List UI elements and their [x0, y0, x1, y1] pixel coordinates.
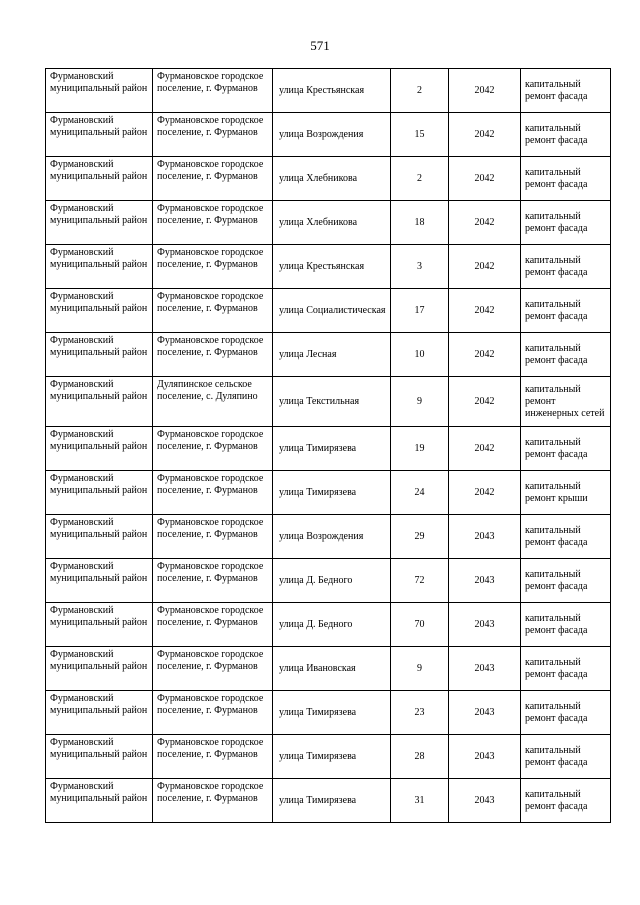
work-type-cell: капитальный ремонт фасада: [521, 113, 611, 157]
work-type-cell: капитальный ремонт фасада: [521, 515, 611, 559]
district-cell: Фурмановский муниципальный район: [46, 69, 153, 113]
year-cell: 2043: [449, 779, 521, 823]
house-number-cell: 19: [391, 427, 449, 471]
district-cell: Фурмановский муниципальный район: [46, 735, 153, 779]
house-number-cell: 31: [391, 779, 449, 823]
year-cell: 2042: [449, 245, 521, 289]
table-row: [46, 471, 611, 515]
district-cell: Фурмановский муниципальный район: [46, 559, 153, 603]
street-cell: улица Возрождения: [273, 113, 391, 157]
district-cell: Фурмановский муниципальный район: [46, 113, 153, 157]
settlement-cell: Фурмановское городское поселение, г. Фурманов: [153, 201, 273, 245]
house-number-cell: 70: [391, 603, 449, 647]
house-number-cell: 9: [391, 377, 449, 427]
work-type-cell: капитальный ремонт фасада: [521, 201, 611, 245]
settlement-cell: Фурмановское городское поселение, г. Фурманов: [153, 113, 273, 157]
year-cell: 2043: [449, 735, 521, 779]
table-row: [46, 289, 611, 333]
work-type-cell: капитальный ремонт фасада: [521, 333, 611, 377]
district-cell: Фурмановский муниципальный район: [46, 245, 153, 289]
district-cell: Фурмановский муниципальный район: [46, 471, 153, 515]
table-row: [46, 559, 611, 603]
work-type-cell: капитальный ремонт фасада: [521, 289, 611, 333]
settlement-cell: Фурмановское городское поселение, г. Фурманов: [153, 779, 273, 823]
settlement-cell: Фурмановское городское поселение, г. Фурманов: [153, 427, 273, 471]
work-type-cell: капитальный ремонт фасада: [521, 559, 611, 603]
table-row: [46, 735, 611, 779]
settlement-cell: Фурмановское городское поселение, г. Фурманов: [153, 69, 273, 113]
table-row: [46, 245, 611, 289]
table-row: [46, 515, 611, 559]
table-row: [46, 157, 611, 201]
street-cell: улица Текстильная: [273, 377, 391, 427]
year-cell: 2042: [449, 157, 521, 201]
settlement-cell: Фурмановское городское поселение, г. Фурманов: [153, 691, 273, 735]
year-cell: 2042: [449, 289, 521, 333]
district-cell: Фурмановский муниципальный район: [46, 647, 153, 691]
house-number-cell: 10: [391, 333, 449, 377]
work-type-cell: капитальный ремонт фасада: [521, 69, 611, 113]
house-number-cell: 2: [391, 157, 449, 201]
table-row: [46, 691, 611, 735]
records-table: [45, 68, 611, 823]
district-cell: Фурмановский муниципальный район: [46, 157, 153, 201]
work-type-cell: капитальный ремонт фасада: [521, 427, 611, 471]
house-number-cell: 24: [391, 471, 449, 515]
settlement-cell: Фурмановское городское поселение, г. Фурманов: [153, 647, 273, 691]
table-row: [46, 603, 611, 647]
street-cell: улица Ивановская: [273, 647, 391, 691]
table-row: [46, 113, 611, 157]
street-cell: улица Тимирязева: [273, 471, 391, 515]
district-cell: Фурмановский муниципальный район: [46, 603, 153, 647]
district-cell: Фурмановский муниципальный район: [46, 779, 153, 823]
year-cell: 2042: [449, 471, 521, 515]
work-type-cell: капитальный ремонт фасада: [521, 691, 611, 735]
work-type-cell: капитальный ремонт фасада: [521, 647, 611, 691]
house-number-cell: 3: [391, 245, 449, 289]
district-cell: Фурмановский муниципальный район: [46, 515, 153, 559]
street-cell: улица Крестьянская: [273, 245, 391, 289]
house-number-cell: 23: [391, 691, 449, 735]
year-cell: 2042: [449, 427, 521, 471]
table-row: [46, 69, 611, 113]
house-number-cell: 18: [391, 201, 449, 245]
district-cell: Фурмановский муниципальный район: [46, 427, 153, 471]
street-cell: улица Крестьянская: [273, 69, 391, 113]
street-cell: улица Д. Бедного: [273, 559, 391, 603]
year-cell: 2043: [449, 603, 521, 647]
settlement-cell: Фурмановское городское поселение, г. Фурманов: [153, 245, 273, 289]
house-number-cell: 2: [391, 69, 449, 113]
year-cell: 2043: [449, 647, 521, 691]
house-number-cell: 29: [391, 515, 449, 559]
district-cell: Фурмановский муниципальный район: [46, 377, 153, 427]
district-cell: Фурмановский муниципальный район: [46, 333, 153, 377]
district-cell: Фурмановский муниципальный район: [46, 201, 153, 245]
work-type-cell: капитальный ремонт фасада: [521, 245, 611, 289]
table-row: [46, 647, 611, 691]
work-type-cell: капитальный ремонт фасада: [521, 157, 611, 201]
settlement-cell: Фурмановское городское поселение, г. Фурманов: [153, 603, 273, 647]
table-row: [46, 377, 611, 427]
district-cell: Фурмановский муниципальный район: [46, 691, 153, 735]
street-cell: улица Социалистическая: [273, 289, 391, 333]
year-cell: 2043: [449, 559, 521, 603]
street-cell: улица Хлебникова: [273, 157, 391, 201]
settlement-cell: Фурмановское городское поселение, г. Фурманов: [153, 289, 273, 333]
year-cell: 2042: [449, 333, 521, 377]
year-cell: 2043: [449, 691, 521, 735]
settlement-cell: Фурмановское городское поселение, г. Фурманов: [153, 559, 273, 603]
table-row: [46, 201, 611, 245]
records-table-body: [46, 69, 611, 823]
house-number-cell: 17: [391, 289, 449, 333]
house-number-cell: 72: [391, 559, 449, 603]
work-type-cell: капитальный ремонт фасада: [521, 603, 611, 647]
settlement-cell: Фурмановское городское поселение, г. Фурманов: [153, 333, 273, 377]
year-cell: 2042: [449, 377, 521, 427]
street-cell: улица Тимирязева: [273, 427, 391, 471]
work-type-cell: капитальный ремонт фасада: [521, 779, 611, 823]
street-cell: улица Лесная: [273, 333, 391, 377]
table-row: [46, 427, 611, 471]
settlement-cell: Фурмановское городское поселение, г. Фурманов: [153, 735, 273, 779]
settlement-cell: Фурмановское городское поселение, г. Фурманов: [153, 515, 273, 559]
year-cell: 2042: [449, 113, 521, 157]
district-cell: Фурмановский муниципальный район: [46, 289, 153, 333]
year-cell: 2042: [449, 201, 521, 245]
street-cell: улица Д. Бедного: [273, 603, 391, 647]
work-type-cell: капитальный ремонт фасада: [521, 735, 611, 779]
house-number-cell: 15: [391, 113, 449, 157]
street-cell: улица Возрождения: [273, 515, 391, 559]
year-cell: 2042: [449, 69, 521, 113]
settlement-cell: Фурмановское городское поселение, г. Фурманов: [153, 157, 273, 201]
year-cell: 2043: [449, 515, 521, 559]
street-cell: улица Тимирязева: [273, 735, 391, 779]
street-cell: улица Тимирязева: [273, 691, 391, 735]
house-number-cell: 28: [391, 735, 449, 779]
street-cell: улица Хлебникова: [273, 201, 391, 245]
street-cell: улица Тимирязева: [273, 779, 391, 823]
table-row: [46, 779, 611, 823]
settlement-cell: Фурмановское городское поселение, г. Фурманов: [153, 471, 273, 515]
house-number-cell: 9: [391, 647, 449, 691]
work-type-cell: капитальный ремонт крыши: [521, 471, 611, 515]
table-row: [46, 333, 611, 377]
work-type-cell: капитальный ремонт инженерных сетей: [521, 377, 611, 427]
settlement-cell: Дуляпинское сельское поселение, с. Дуляпино: [153, 377, 273, 427]
page-number: 571: [310, 38, 330, 53]
